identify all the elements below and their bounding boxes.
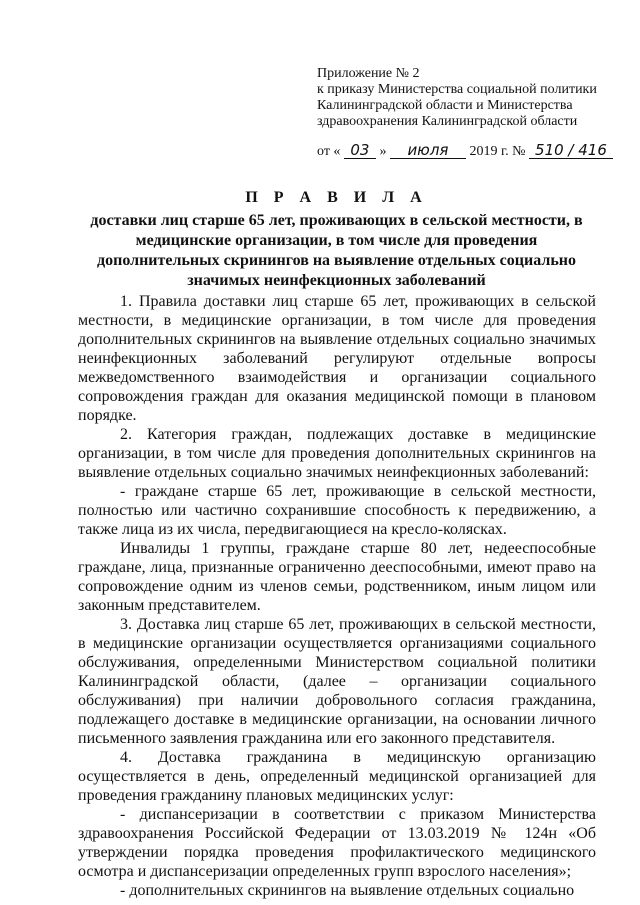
appendix-line-3: Калининградской области и Министерства (317, 98, 573, 113)
document-body (78, 292, 596, 900)
order-date-line (317, 143, 617, 161)
paragraph: Инвалиды 1 группы, граждане старше 80 лет, недееспособные граждане, лица, признанные ограниченно дееспособными, имеют право на сопровождение одним из членов семьи, родственником, иным лицом или законным представителем. (78, 540, 596, 614)
date-day-handwritten: 03 (344, 143, 376, 159)
paragraph: - диспансеризации в соответствии с приказом Министерства здравоохранения Российской Федерации от 13.03.2019 № 124н «Об утверждении порядка проведения профилактического медицинского осмотра и диспансеризации определенных групп взрослого населения»; (78, 806, 596, 880)
date-month-handwritten: июля (390, 143, 466, 159)
paragraph: 1. Правила доставки лиц старше 65 лет, проживающих в сельской местности, в медицинские организации, в том числе для проведения дополнительных скринингов на выявление отдельных социально значимых неинфекционных заболеваний регулируют отдельные вопросы межведомственного взаимодействия и организации социального сопровождения граждан для оказания медицинской помощи в плановом порядке. (78, 293, 596, 424)
paragraph: 3. Доставка лиц старше 65 лет, проживающих в сельской местности, в медицинские организации осуществляется организациями социального обслуживания, определенными Министерством социальной политики Калининградской области, (далее – организации социального обслуживания) при наличии добровольного согласия гражданина, подлежащего доставке в медицинские организации, на основании личного письменного заявления гражданина или его законного представителя. (78, 616, 596, 747)
appendix-header (317, 66, 617, 130)
date-mid: » (379, 144, 387, 159)
paragraph: 4. Доставка гражданина в медицинскую организацию осуществляется в день, определенный медицинской организацией для проведения гражданину плановых медицинских услуг: (78, 749, 596, 804)
appendix-line-4: здравоохранения Калининградской области (317, 114, 578, 129)
date-year-text: 2019 г. № (469, 144, 526, 159)
paragraph: - дополнительных скринингов на выявление отдельных социально (120, 882, 575, 899)
appendix-line-1: Приложение № 2 (317, 66, 420, 81)
document-title (78, 188, 595, 291)
date-prefix: от « (317, 144, 341, 159)
paragraph: 2. Категория граждан, подлежащих доставке в медицинские организации, в том числе для проведения дополнительных скринингов на выявление отдельных социально значимых неинфекционных заболеваний: (78, 426, 596, 481)
paragraph: - граждане старше 65 лет, проживающие в сельской местности, полностью или частично сохранившие способность к передвижению, а также лица из их числа, передвигающиеся на кресло-колясках. (78, 483, 596, 538)
title-heading: П Р А В И Л А (245, 189, 428, 206)
appendix-line-2: к приказу Министерства социальной политики (317, 82, 597, 97)
order-number-handwritten: 510 / 416 (529, 143, 613, 159)
title-subtitle: доставки лиц старше 65 лет, проживающих в сельской местности, в медицинские организации, в том числе для проведения дополнительных скринингов на выявление отдельных социально значимых неинфекционных заболеваний (90, 212, 583, 289)
